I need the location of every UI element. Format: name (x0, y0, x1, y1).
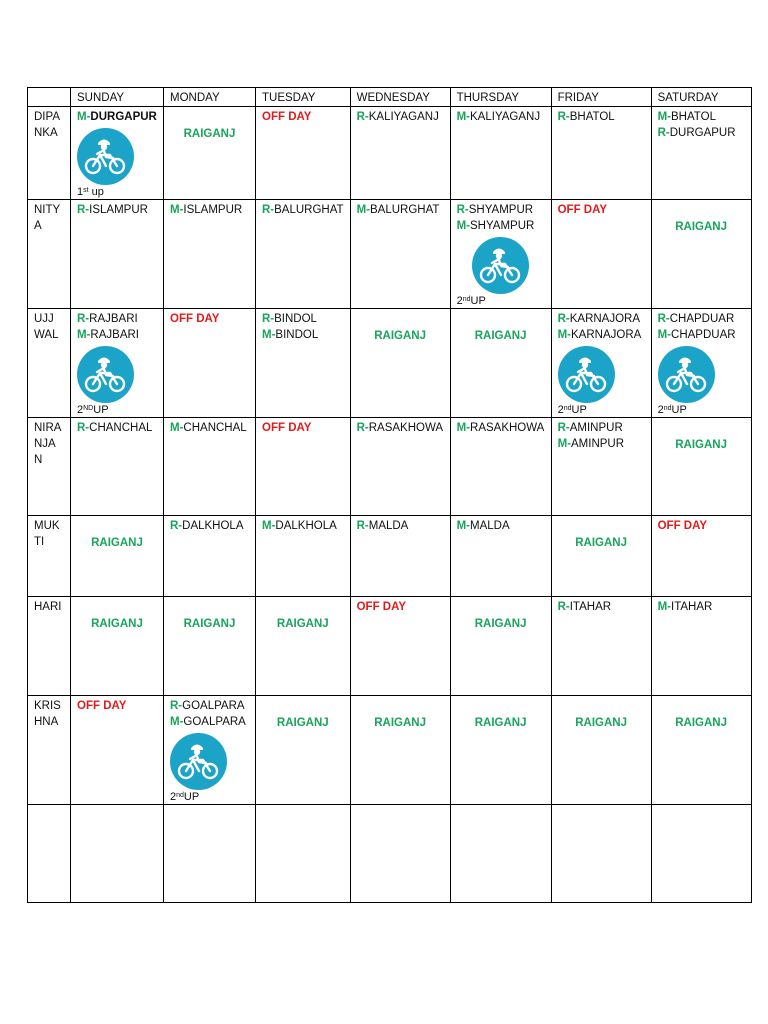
schedule-cell (651, 696, 751, 805)
ordinal-suffix: ND (83, 405, 94, 412)
route-prefix: M- (456, 111, 471, 123)
route-line (170, 420, 249, 436)
route-place: AMINPUR (569, 422, 623, 434)
route-prefix: M- (170, 422, 184, 434)
route-prefix: M- (557, 329, 572, 341)
schedule-cell (350, 107, 450, 200)
schedule-cell (71, 200, 164, 309)
schedule-cell (256, 516, 351, 597)
schedule-cell (71, 107, 164, 200)
raiganj-label: RAIGANJ (91, 537, 143, 549)
schedule-table (27, 87, 752, 903)
schedule-cell (350, 805, 450, 903)
route-place: DURGAPUR (669, 127, 736, 139)
route-prefix: R- (456, 204, 469, 216)
raiganj-label: RAIGANJ (474, 618, 527, 630)
route-prefix: M- (170, 204, 184, 216)
trip-up-label: 2NDUP (77, 404, 109, 416)
schedule-cell (551, 696, 651, 805)
route-prefix: R- (557, 601, 570, 613)
table-row (28, 107, 752, 200)
schedule-cell (350, 516, 450, 597)
route-line (558, 109, 645, 125)
route-prefix: M- (356, 204, 371, 216)
route-place: RASAKHOWA (368, 422, 444, 434)
route-place: DALKHOLA (275, 520, 337, 532)
schedule-cell (256, 696, 351, 805)
route-line (170, 202, 249, 218)
route-place: SHYAMPUR (468, 204, 534, 216)
schedule-cell (350, 597, 450, 696)
table-row (28, 418, 752, 516)
schedule-cell (164, 200, 256, 309)
day-header: TUESDAY (256, 88, 351, 107)
trip-up-label: 2ndUP (557, 404, 587, 416)
schedule-cell (450, 597, 551, 696)
employee-name: NIRANJAN (34, 422, 62, 466)
route-line (357, 202, 444, 218)
route-line (77, 109, 157, 125)
schedule-cell (256, 107, 351, 200)
route-place: SHYAMPUR (470, 220, 535, 232)
table-row (28, 309, 752, 418)
bicycle-rider-icon (658, 346, 715, 403)
schedule-cell (450, 805, 551, 903)
route-place: ITAHAR (671, 601, 713, 613)
raiganj-label: RAIGANJ (575, 537, 627, 549)
schedule-cell (651, 200, 751, 309)
route-line (170, 518, 249, 534)
schedule-cell (164, 516, 256, 597)
route-line (457, 202, 545, 218)
employee-name: MUKTI (34, 520, 60, 548)
route-prefix: R- (356, 520, 369, 532)
day-header: SATURDAY (651, 88, 751, 107)
route-prefix: R- (262, 313, 275, 325)
schedule-cell (651, 107, 751, 200)
route-line (658, 109, 745, 125)
schedule-cell (256, 805, 351, 903)
schedule-cell (651, 516, 751, 597)
day-header: MONDAY (164, 88, 256, 107)
schedule-cell (71, 418, 164, 516)
schedule-cell (551, 309, 651, 418)
route-prefix: R- (356, 422, 369, 434)
route-prefix: R- (557, 422, 570, 434)
off-day-label: OFF DAY (262, 422, 312, 434)
schedule-cell (256, 418, 351, 516)
off-day-label: OFF DAY (356, 601, 407, 613)
raiganj-label: RAIGANJ (575, 717, 627, 729)
schedule-cell (450, 107, 551, 200)
schedule-cell (450, 200, 551, 309)
route-place: RASAKHOWA (470, 422, 545, 434)
route-line (262, 518, 344, 534)
route-line (558, 420, 645, 436)
schedule-cell (350, 418, 450, 516)
raiganj-label: RAIGANJ (91, 618, 143, 630)
raiganj-label: RAIGANJ (276, 618, 329, 630)
route-prefix: R- (356, 111, 369, 123)
route-place: MALDA (470, 520, 510, 532)
route-place: GOALPARA (183, 716, 246, 728)
trip-up-label: 2ndUP (456, 295, 486, 307)
schedule-cell (164, 597, 256, 696)
employee-name-cell (28, 696, 71, 805)
route-prefix: R- (170, 520, 183, 532)
schedule-cell (350, 309, 450, 418)
route-line (658, 311, 745, 327)
schedule-cell (450, 516, 551, 597)
schedule-cell (551, 200, 651, 309)
schedule-cell (551, 805, 651, 903)
schedule-cell (450, 309, 551, 418)
route-place: BALURGHAT (370, 204, 440, 216)
route-place: KALIYAGANJ (368, 111, 439, 123)
day-header: THURSDAY (450, 88, 551, 107)
route-place: KARNAJORA (569, 313, 641, 325)
route-place: ISLAMPUR (89, 204, 148, 216)
route-line (77, 202, 157, 218)
route-place: CHANCHAL (89, 422, 153, 434)
schedule-cell (164, 107, 256, 200)
schedule-cell (450, 696, 551, 805)
schedule-cell (256, 309, 351, 418)
route-place: DALKHOLA (182, 520, 244, 532)
table-row (28, 805, 752, 903)
raiganj-label: RAIGANJ (675, 717, 727, 729)
ordinal-suffix: nd (563, 405, 572, 412)
route-prefix: M- (456, 220, 471, 232)
off-day-label: OFF DAY (262, 111, 312, 123)
schedule-cell (164, 696, 256, 805)
off-day-label: OFF DAY (657, 520, 708, 532)
route-prefix: R- (262, 204, 275, 216)
route-line (658, 327, 745, 343)
day-header: SUNDAY (71, 88, 164, 107)
route-prefix: M- (262, 329, 276, 341)
route-line (357, 518, 444, 534)
schedule-cell (350, 696, 450, 805)
route-prefix: R- (557, 313, 570, 325)
raiganj-label: RAIGANJ (675, 439, 727, 451)
employee-name-cell (28, 309, 71, 418)
route-line (457, 518, 545, 534)
table-row (28, 696, 752, 805)
bicycle-rider-icon (472, 237, 529, 294)
schedule-cell (164, 418, 256, 516)
schedule-cell (71, 309, 164, 418)
route-prefix: R- (657, 127, 670, 139)
route-prefix: M- (657, 111, 672, 123)
route-line (170, 698, 249, 714)
employee-name: KRISHNA (34, 700, 61, 728)
bicycle-rider-icon (77, 346, 134, 403)
schedule-cell (164, 309, 256, 418)
trip-up-label: 1st up (77, 186, 104, 198)
employee-name: HARI (34, 601, 62, 613)
route-place: BALURGHAT (274, 204, 344, 216)
route-prefix: R- (77, 422, 90, 434)
schedule-cell (551, 516, 651, 597)
route-prefix: M- (77, 111, 91, 123)
route-prefix: M- (557, 438, 572, 450)
route-line (77, 327, 157, 343)
schedule-body (28, 107, 752, 903)
raiganj-label: RAIGANJ (374, 717, 426, 729)
employee-name-cell (28, 418, 71, 516)
employee-name: NITYA (34, 204, 61, 232)
route-place: KARNAJORA (571, 329, 642, 341)
route-line (658, 125, 745, 141)
schedule-cell (164, 805, 256, 903)
raiganj-label: RAIGANJ (474, 330, 527, 342)
schedule-cell (71, 516, 164, 597)
route-line (558, 327, 645, 343)
route-place: MALDA (368, 520, 409, 532)
ordinal-suffix: st (83, 187, 89, 194)
ordinal-suffix: nd (462, 296, 471, 303)
route-place: GOALPARA (182, 700, 245, 712)
route-prefix: M- (170, 716, 184, 728)
off-day-label: OFF DAY (77, 700, 127, 712)
employee-name-cell (28, 805, 71, 903)
schedule-cell (71, 696, 164, 805)
raiganj-label: RAIGANJ (675, 221, 727, 233)
route-prefix: R- (77, 313, 90, 325)
route-prefix: M- (77, 329, 91, 341)
ordinal-suffix: nd (176, 792, 184, 799)
day-header: FRIDAY (551, 88, 651, 107)
route-line (262, 202, 344, 218)
employee-name-cell (28, 107, 71, 200)
route-place: ITAHAR (569, 601, 612, 613)
employee-name-cell (28, 200, 71, 309)
route-prefix: M- (262, 520, 276, 532)
route-line (357, 109, 444, 125)
route-line (357, 420, 444, 436)
route-prefix: M- (657, 329, 672, 341)
schedule-cell (350, 200, 450, 309)
ordinal-suffix: nd (663, 405, 672, 412)
raiganj-label: RAIGANJ (183, 128, 236, 140)
table-row (28, 200, 752, 309)
route-prefix: R- (77, 204, 90, 216)
trip-up-label: 2ndUP (170, 791, 200, 803)
schedule-cell (256, 200, 351, 309)
route-line (170, 714, 249, 730)
employee-name: UJJWAL (34, 313, 59, 341)
header-row (28, 88, 752, 107)
route-line (558, 436, 645, 452)
trip-up-label: 2ndUP (657, 404, 687, 416)
employee-name-cell (28, 597, 71, 696)
table-row (28, 516, 752, 597)
schedule-cell (651, 805, 751, 903)
day-header: WEDNESDAY (350, 88, 450, 107)
route-line (77, 420, 157, 436)
route-line (457, 420, 545, 436)
route-prefix: R- (657, 313, 670, 325)
table-row (28, 597, 752, 696)
route-place: KALIYAGANJ (470, 111, 541, 123)
route-prefix: M- (657, 601, 672, 613)
route-prefix: M- (456, 520, 471, 532)
route-line (77, 311, 157, 327)
bicycle-rider-icon (170, 733, 227, 790)
route-place: RAJBARI (89, 313, 138, 325)
off-day-label: OFF DAY (170, 313, 220, 325)
route-line (658, 599, 745, 615)
schedule-cell (551, 107, 651, 200)
route-prefix: R- (170, 700, 183, 712)
schedule-cell (651, 597, 751, 696)
route-place: BINDOL (274, 313, 317, 325)
route-place: BHATOL (569, 111, 615, 123)
route-place: DURGAPUR (90, 111, 157, 123)
route-prefix: R- (557, 111, 570, 123)
bicycle-rider-icon (77, 128, 134, 185)
route-line (262, 327, 344, 343)
route-place: RAJBARI (90, 329, 139, 341)
employee-name-cell (28, 516, 71, 597)
route-line (262, 311, 344, 327)
off-day-label: OFF DAY (557, 204, 608, 216)
schedule-cell (551, 597, 651, 696)
raiganj-label: RAIGANJ (276, 717, 329, 729)
schedule-cell (71, 805, 164, 903)
route-place: CHAPDUAR (671, 329, 736, 341)
route-place: AMINPUR (571, 438, 625, 450)
route-place: ISLAMPUR (183, 204, 243, 216)
bicycle-rider-icon (558, 346, 615, 403)
raiganj-label: RAIGANJ (474, 717, 527, 729)
schedule-cell (71, 597, 164, 696)
route-line (457, 109, 545, 125)
schedule-cell (256, 597, 351, 696)
corner-cell (28, 88, 71, 107)
raiganj-label: RAIGANJ (183, 618, 236, 630)
route-place: BHATOL (671, 111, 716, 123)
route-line (558, 311, 645, 327)
route-prefix: M- (456, 422, 471, 434)
schedule-cell (651, 309, 751, 418)
route-line (457, 218, 545, 234)
route-place: CHANCHAL (183, 422, 247, 434)
employee-name: DIPANKA (34, 111, 60, 139)
route-place: BINDOL (275, 329, 319, 341)
route-place: CHAPDUAR (669, 313, 735, 325)
schedule-cell (651, 418, 751, 516)
raiganj-label: RAIGANJ (374, 330, 426, 342)
route-line (558, 599, 645, 615)
schedule-cell (450, 418, 551, 516)
schedule-cell (551, 418, 651, 516)
